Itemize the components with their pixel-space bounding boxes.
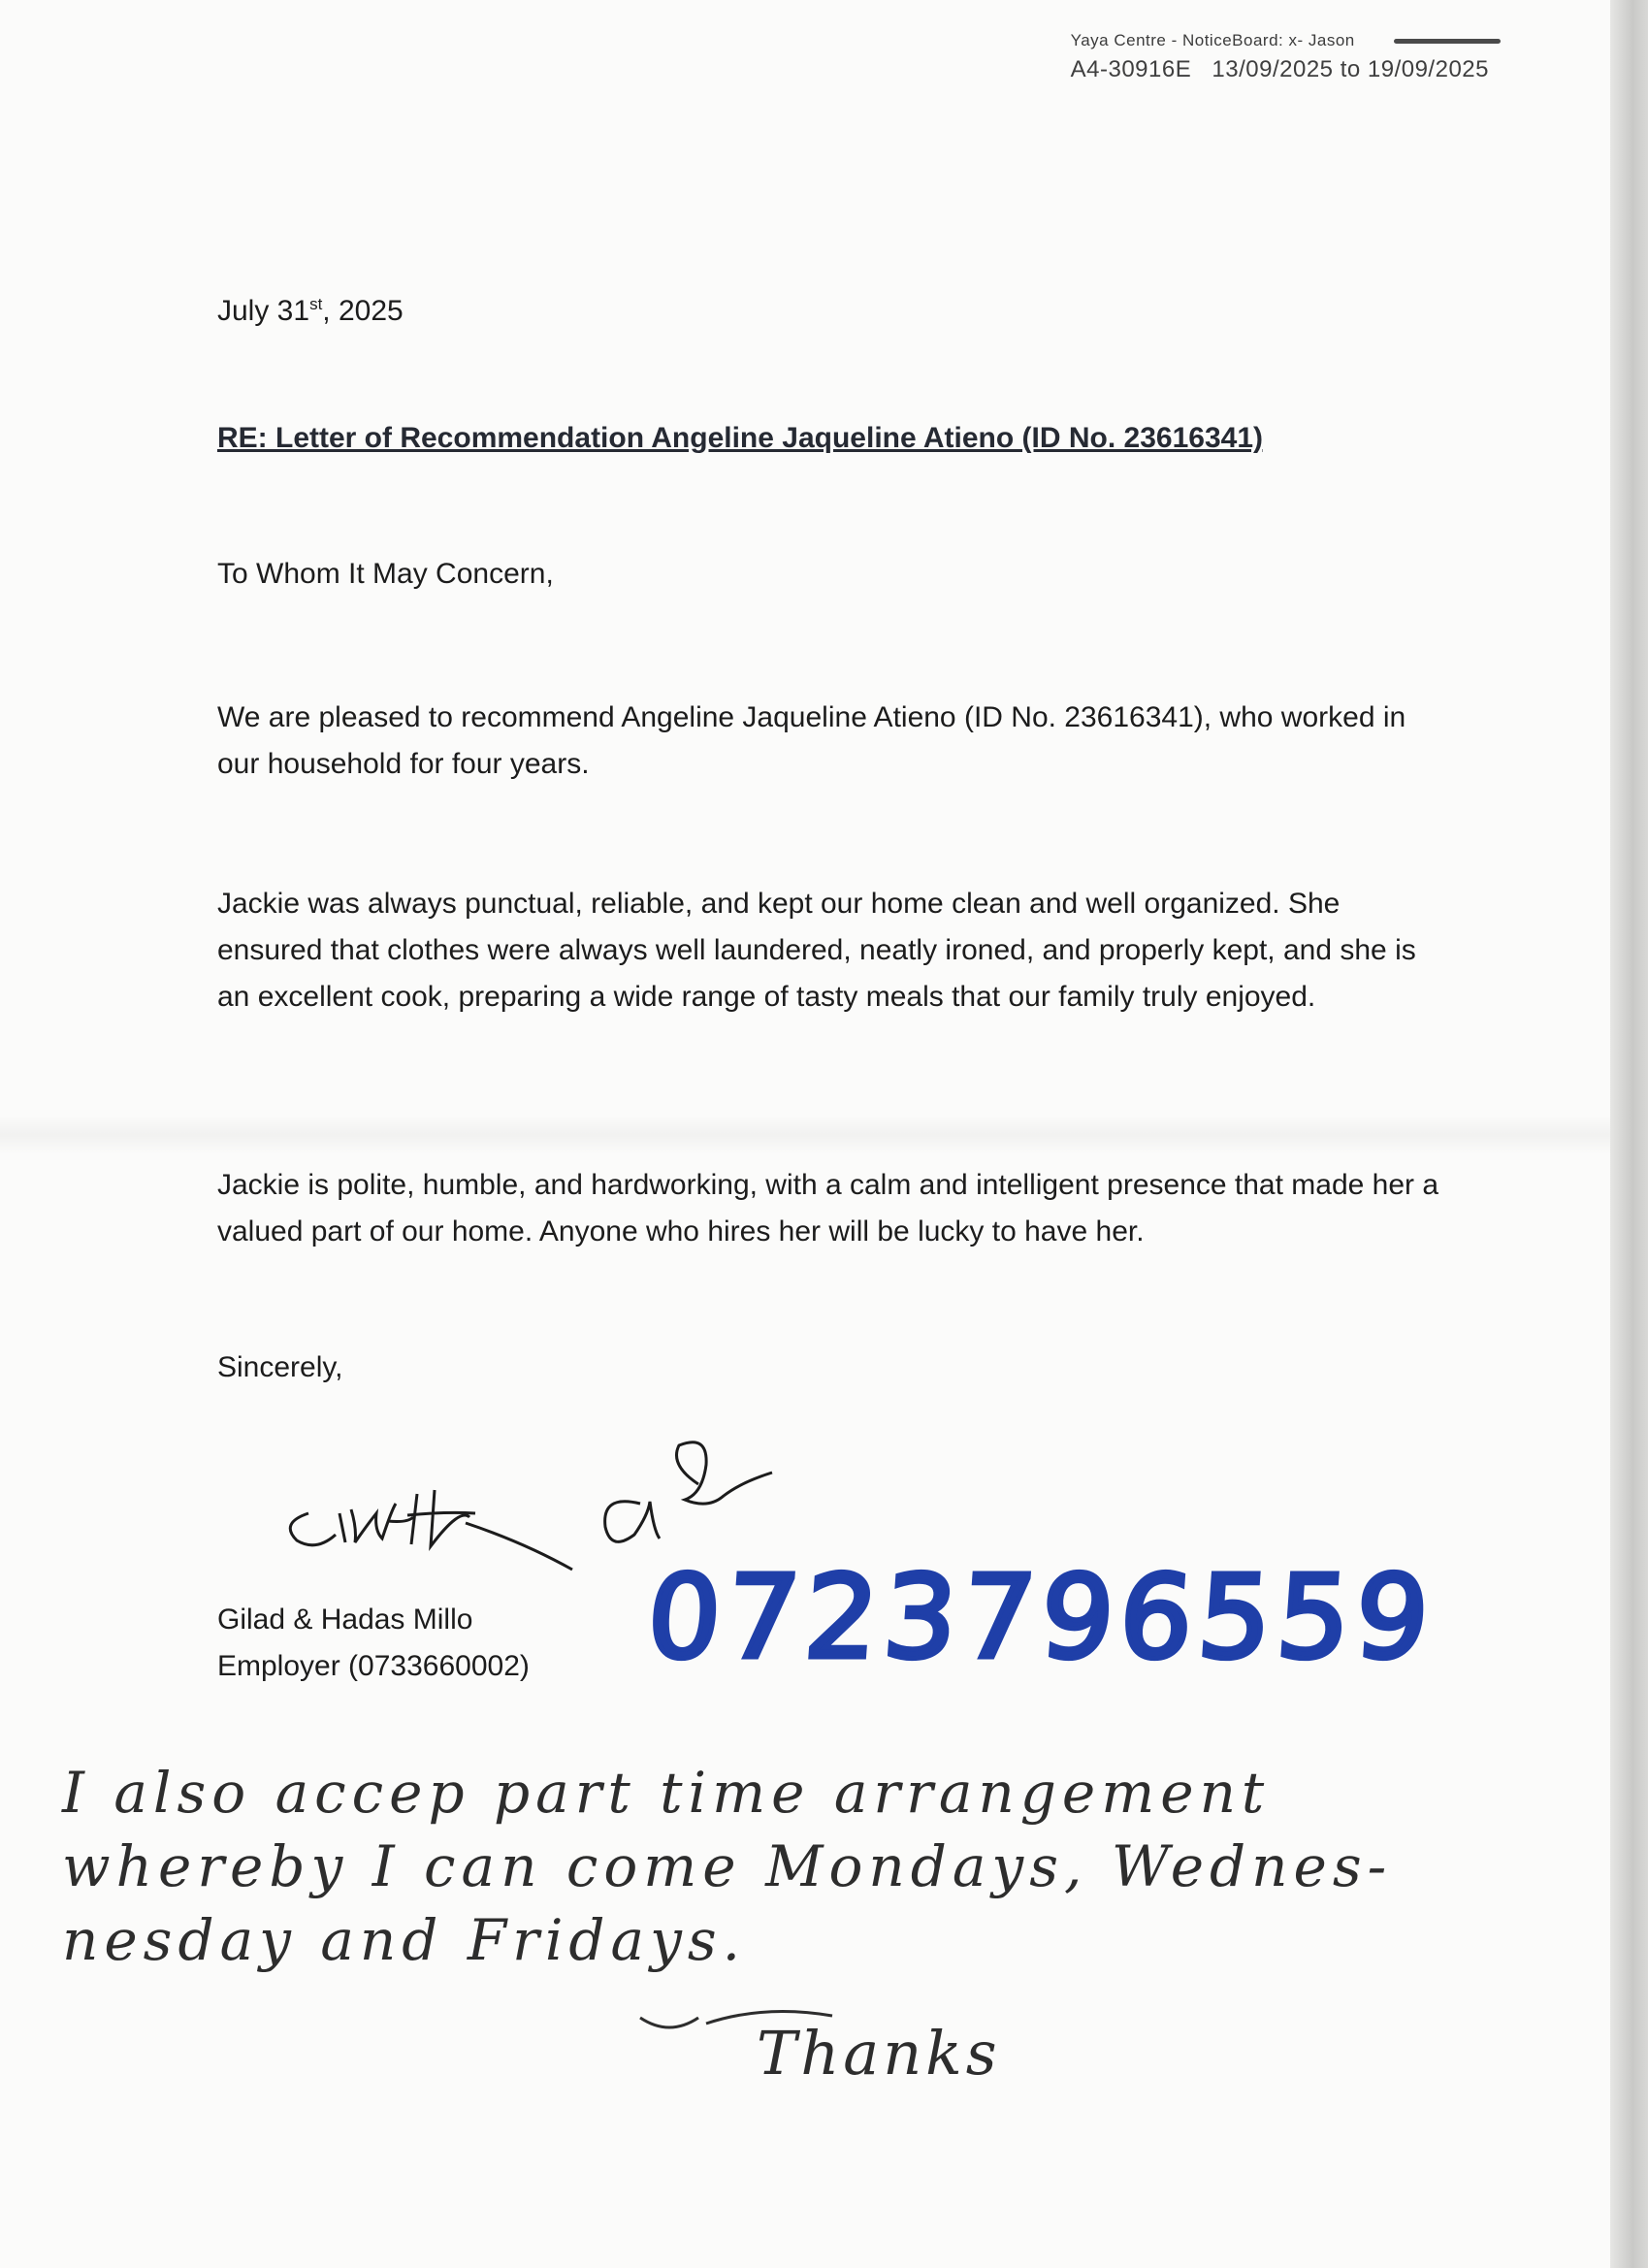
stamp-code: A4-30916E — [1070, 56, 1192, 82]
letter-closing: Sincerely, — [217, 1351, 343, 1383]
signer-block — [217, 1597, 530, 1690]
employer-signature — [290, 1490, 572, 1570]
signer-name: Gilad & Hadas Millo — [217, 1604, 473, 1636]
letter-greeting: To Whom It May Concern, — [217, 558, 554, 590]
date-suffix: st — [309, 295, 323, 313]
handwritten-thanks: Thanks — [757, 2018, 1001, 2089]
date-year: , 2025 — [322, 295, 404, 327]
handwritten-phone: 0723796559 — [643, 1550, 1439, 1684]
stamp-date-range: 13/09/2025 to 19/09/2025 — [1212, 56, 1489, 82]
note-line-2: whereby I can come Mondays, Wednes- — [62, 1833, 1393, 1899]
paragraph-duties: Jackie was always punctual, reliable, and kept our home clean and well organized. She ensured that clothes were always well laundered, neatly ironed, and properly kept, and she is an excellent cook, preparing a wide range of tasty meals that our family truly enjoyed. — [217, 888, 1416, 1013]
note-line-3: nesday and Fridays. — [62, 1907, 747, 1973]
stamp-line1: Yaya Centre - NoticeBoard: x- Jason — [1070, 31, 1355, 49]
paragraph-intro: We are pleased to recommend Angeline Jaqueline Atieno (ID No. 23616341), who worked in our household for four years. — [217, 701, 1406, 780]
paragraph-character: Jackie is polite, humble, and hardworking, with a calm and intelligent presence that made her a valued part of our home. Anyone who hires her will be lucky to have her. — [217, 1169, 1439, 1247]
handwritten-note — [62, 1756, 1614, 1977]
date-month-day: July 31 — [217, 295, 310, 327]
note-line-1: I also accep part time arrangement — [62, 1760, 1271, 1826]
signer-role: Employer (0733660002) — [217, 1650, 530, 1682]
letter-subject: RE: Letter of Recommendation Angeline Jaqueline Atieno (ID No. 23616341) — [217, 422, 1263, 454]
candidate-signature — [605, 1442, 772, 1542]
